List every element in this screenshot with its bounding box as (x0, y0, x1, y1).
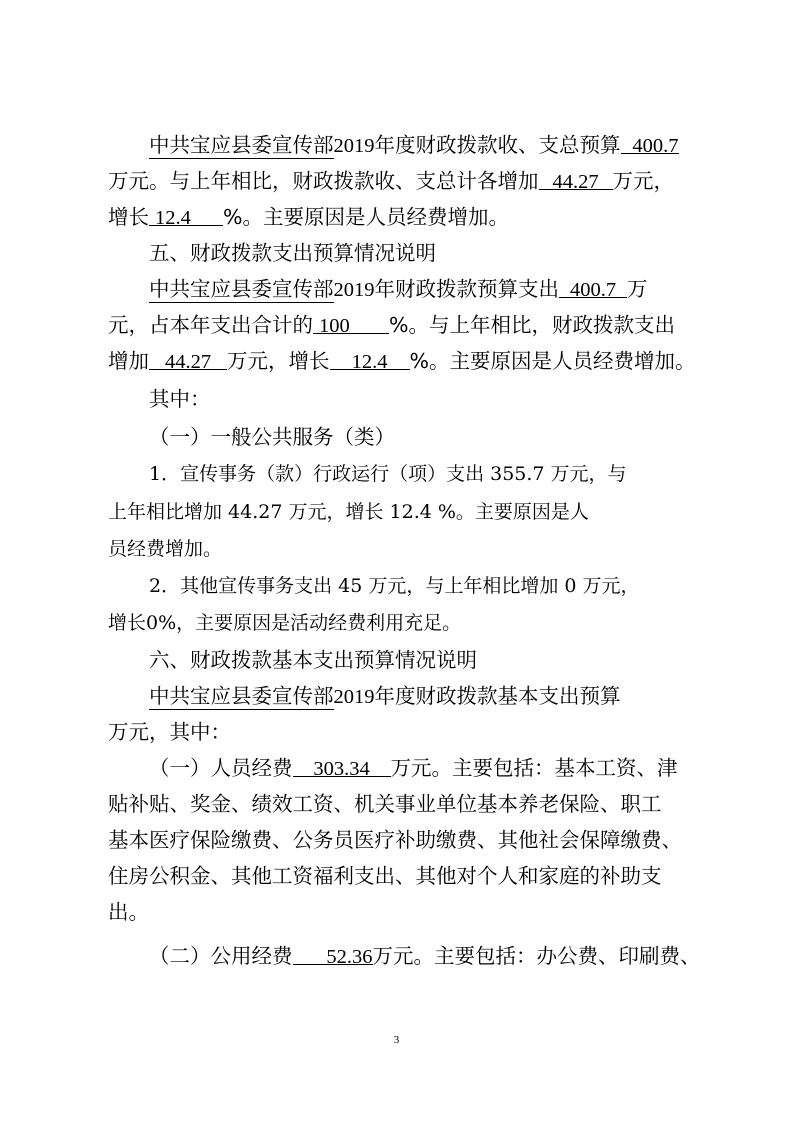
paragraph-line (108, 346, 695, 376)
text: 元，占本年支出合计的 (108, 313, 313, 337)
text: 万元，增长 (227, 349, 330, 373)
text: （二）公用经费 (149, 944, 293, 968)
share-percent: 100 (313, 311, 389, 334)
org-name: 中共宝应县委宣传部 (149, 277, 334, 301)
org-name: 中共宝应县委宣传部 (149, 133, 334, 157)
text: 万元。与上年相比，财政拨款收、支总计各增加 (108, 169, 539, 193)
personnel-expenses-line-1 (149, 753, 678, 783)
item-1-line-2: 上年相比增加 44.27 万元，增长 12.4 %。主要原因是人 (108, 501, 589, 523)
text: %。主要原因是人员经费增加。 (409, 349, 696, 373)
text: 2019年财政拨款预算支出 (333, 279, 559, 301)
item-2-line-1: 2．其他宣传事务支出 45 万元，与上年相比增加 0 万元， (149, 575, 640, 597)
text: 万元。主要包括：办公费、印刷费、 (372, 944, 701, 968)
text: 万元， (612, 169, 674, 193)
personnel-expenses-line-5: 出。 (108, 900, 149, 924)
text: %。主要原因是人员经费增加。 (223, 205, 509, 229)
paragraph-line (108, 202, 509, 232)
paragraph-line: 万元，其中： (108, 720, 231, 744)
personnel-expenses-line-2: 贴补贴、奖金、绩效工资、机关事业单位基本养老保险、职工 (108, 792, 662, 816)
qizhong-label: 其中： (149, 387, 211, 411)
expenditure-amount: 400.7 (559, 275, 627, 298)
text: 万 (627, 277, 648, 301)
text: %。与上年相比，财政拨款支出 (389, 313, 675, 337)
paragraph-budget-total (149, 130, 679, 160)
section-heading-5: 五、财政拨款支出预算情况说明 (149, 241, 436, 265)
paragraph-line (108, 166, 674, 196)
total-amount: 400.7 (621, 131, 679, 154)
growth-rate: 12.4 (330, 347, 410, 370)
text: （一）人员经费 (149, 756, 293, 780)
text: 增加 (108, 349, 149, 373)
text: 增长 (108, 205, 149, 229)
item-1-line-3: 员经费增加。 (108, 538, 223, 560)
item-2-line-2: 增长0%，主要原因是活动经费利用充足。 (108, 612, 462, 634)
text: 2019年度财政拨款收、支总预算 (333, 135, 621, 157)
text: 万元。主要包括：基本工资、津 (390, 756, 678, 780)
text: 2019年度财政拨款基本支出预算 (333, 686, 621, 708)
section-heading-6: 六、财政拨款基本支出预算情况说明 (149, 648, 477, 672)
paragraph-line (108, 310, 675, 340)
growth-rate: 12.4 (149, 203, 223, 226)
public-amount: 52.36 (293, 942, 373, 965)
paragraph-expenditure (149, 274, 648, 304)
paragraph-basic-expenditure (149, 681, 621, 711)
increase-amount: 44.27 (539, 167, 613, 190)
subsection-heading-1: （一）一般公共服务（类） (149, 425, 395, 449)
item-1-line-1: 1．宣传事务（款）行政运行（项）支出 355.7 万元，与 (149, 463, 627, 485)
increase-amount: 44.27 (149, 347, 227, 370)
personnel-amount: 303.34 (293, 754, 391, 777)
personnel-expenses-line-3: 基本医疗保险缴费、公务员医疗补助缴费、其他社会保障缴费、 (108, 828, 682, 852)
page-number: 3 (393, 1034, 400, 1046)
public-expenses-line-1 (149, 941, 701, 971)
personnel-expenses-line-4: 住房公积金、其他工资福利支出、其他对个人和家庭的补助支 (108, 864, 662, 888)
org-name: 中共宝应县委宣传部 (149, 684, 334, 708)
